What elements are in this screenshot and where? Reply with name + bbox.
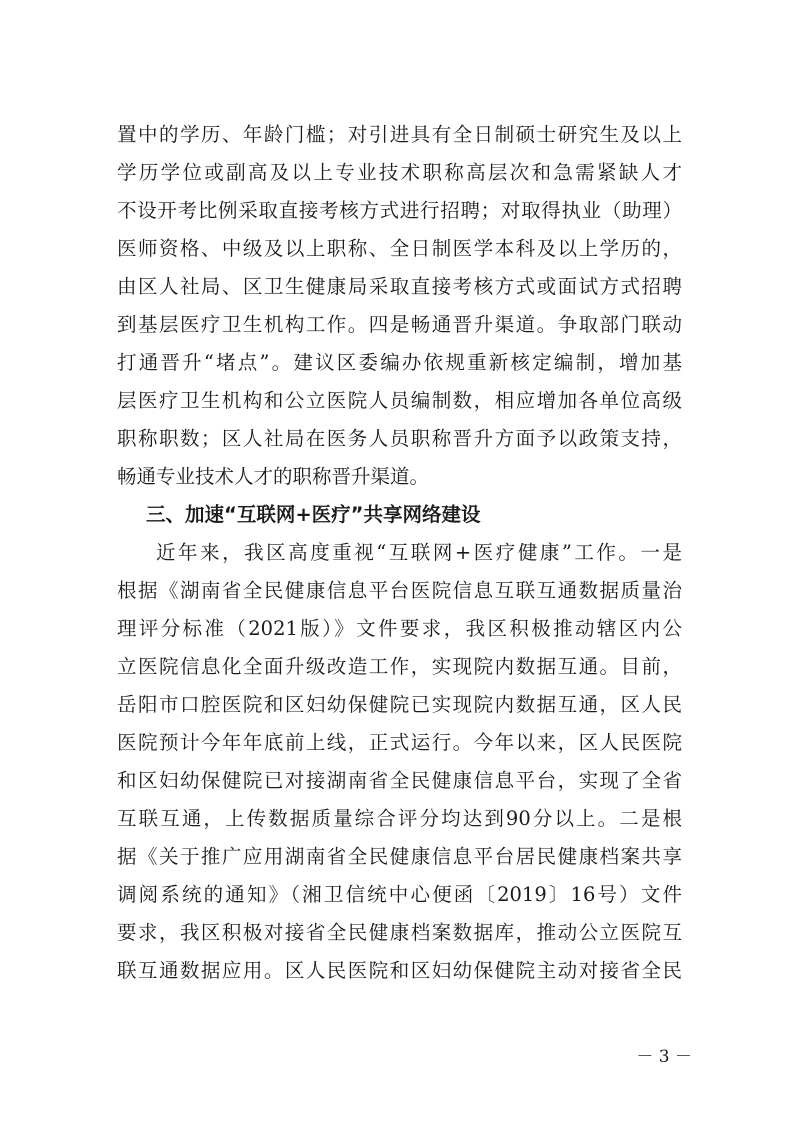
paragraph-line-last: 畅通专业技术人才的职称晋升渠道。 xyxy=(117,465,430,488)
paragraph-line: 理评分标准（2021版）》文件要求，我区积极推动辖区内公 xyxy=(117,617,682,640)
paragraph-line: 置中的学历、年龄门槛；对引进具有全日制硕士研究生及以上 xyxy=(117,123,682,146)
section-heading: 三、加速“互联网+医疗”共享网络建设 xyxy=(146,503,481,526)
paragraph-line: 由区人社局、区卫生健康局采取直接考核方式或面试方式招聘 xyxy=(117,275,682,298)
paragraph-line: 立医院信息化全面升级改造工作，实现院内数据互通。目前， xyxy=(117,655,682,678)
paragraph-line: 到基层医疗卫生机构工作。四是畅通晋升渠道。争取部门联动 xyxy=(117,313,682,336)
paragraph-line: 打通晋升“堵点”。建议区委编办依规重新核定编制，增加基 xyxy=(117,351,682,374)
paragraph-line: 和区妇幼保健院已对接湖南省全民健康信息平台，实现了全省 xyxy=(117,769,682,792)
paragraph-line: 要求，我区积极对接省全民健康档案数据库，推动公立医院互 xyxy=(117,921,682,944)
paragraph-line: 据《关于推广应用湖南省全民健康信息平台居民健康档案共享 xyxy=(117,845,682,868)
paragraph-line: 层医疗卫生机构和公立医院人员编制数，相应增加各单位高级 xyxy=(117,389,682,412)
paragraph-line: 学历学位或副高及以上专业技术职称高层次和急需紧缺人才 xyxy=(117,161,682,184)
body-text xyxy=(117,116,682,990)
paragraph-line: 不设开考比例采取直接考核方式进行招聘；对取得执业（助理） xyxy=(117,199,682,222)
paragraph-line: 调阅系统的通知》（湘卫信统中心便函〔2019〕16号）文件 xyxy=(117,883,682,906)
paragraph-line: 根据《湖南省全民健康信息平台医院信息互联互通数据质量治 xyxy=(117,579,682,602)
paragraph-line: 岳阳市口腔医院和区妇幼保健院已实现院内数据互通，区人民 xyxy=(117,693,682,716)
paragraph-line: 职称职数；区人社局在医务人员职称晋升方面予以政策支持， xyxy=(117,427,682,450)
paragraph-line: 联互通数据应用。区人民医院和区妇幼保健院主动对接省全民 xyxy=(117,959,682,982)
paragraph-line: 医院预计今年年底前上线，正式运行。今年以来，区人民医院 xyxy=(117,731,682,754)
paragraph-first-line: 近年来，我区高度重视“互联网+医疗健康”工作。一是 xyxy=(156,541,682,564)
page-number: － 3 － xyxy=(636,1047,692,1067)
paragraph-line: 医师资格、中级及以上职称、全日制医学本科及以上学历的， xyxy=(117,237,682,260)
paragraph-line: 互联互通，上传数据质量综合评分均达到90分以上。二是根 xyxy=(117,807,682,830)
